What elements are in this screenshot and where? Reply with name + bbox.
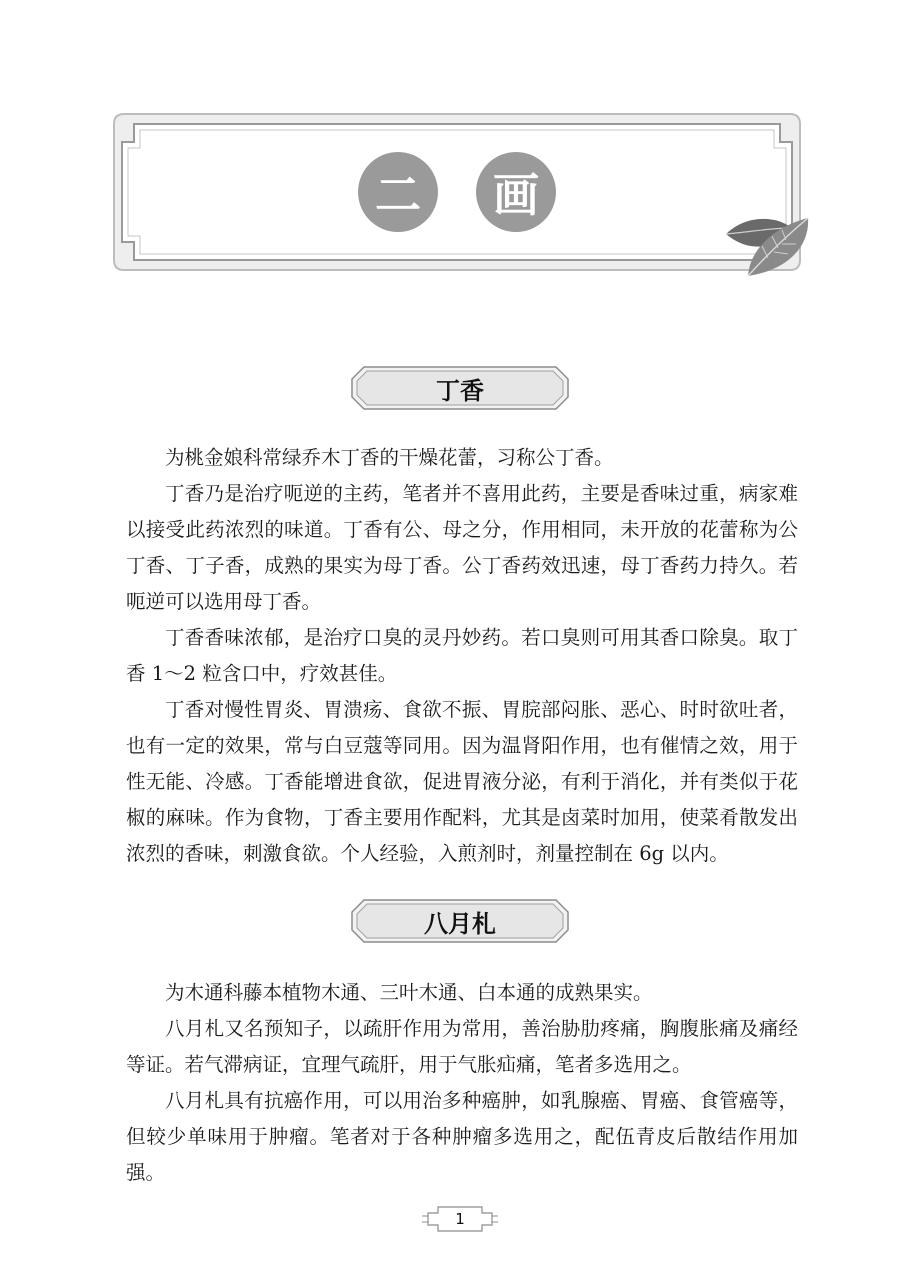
paragraph: 为木通科藤本植物木通、三叶木通、白本通的成熟果实。 — [165, 981, 653, 1004]
chapter-char-1: 二 — [358, 152, 438, 232]
paragraph: 丁香对慢性胃炎、胃溃疡、食欲不振、胃脘部闷胀、恶心、时时欲吐者，也有一定的效果，常与白豆蔻等同用。因为温肾阳作用，也有催情之效，用于性无能、冷感。丁香能增进食欲，促进胃液分泌，有利于消化，并有类似于花椒的麻味。作为食物，丁香主要用作配料，尤其是卤菜时加用，使菜肴散发出浓烈的香味，刺激食欲。个人经验，入煎剂时，剂量控制在 6g 以内。 — [126, 698, 798, 865]
page-number-badge — [420, 1204, 500, 1234]
leaf-icon — [722, 212, 812, 282]
section-title: 丁香 — [436, 376, 484, 405]
paragraph: 丁香乃是治疗呃逆的主药，笔者并不喜用此药，主要是香味过重，病家难以接受此药浓烈的味道。丁香有公、母之分，作用相同，未开放的花蕾称为公丁香、丁子香，成熟的果实为母丁香。公丁香药效迅速，母丁香药力持久。若呃逆可以选用母丁香。 — [126, 482, 798, 613]
section-title: 八月札 — [424, 909, 496, 938]
paragraph: 八月札又名预知子，以疏肝作用为常用，善治胁肋疼痛，胸腹胀痛及痛经等证。若气滞病证，宜理气疏肝，用于气胀疝痛，笔者多选用之。 — [126, 1017, 798, 1076]
paragraph: 为桃金娘科常绿乔木丁香的干燥花蕾，习称公丁香。 — [165, 446, 614, 469]
paragraph: 八月札具有抗癌作用，可以用治多种癌肿，如乳腺癌、胃癌、食管癌等，但较少单味用于肿瘤。笔者对于各种肿瘤多选用之，配伍青皮后散结作用加强。 — [126, 1089, 798, 1184]
paragraph: 丁香香味浓郁，是治疗口臭的灵丹妙药。若口臭则可用其香口除臭。取丁香 1～2 粒含口中，疗效甚佳。 — [126, 626, 798, 685]
page-number: 1 — [455, 1210, 465, 1228]
section-title-plaque — [350, 365, 570, 411]
section-title-plaque — [350, 898, 570, 944]
chapter-banner — [112, 112, 802, 272]
chapter-char-2: 画 — [476, 152, 556, 232]
